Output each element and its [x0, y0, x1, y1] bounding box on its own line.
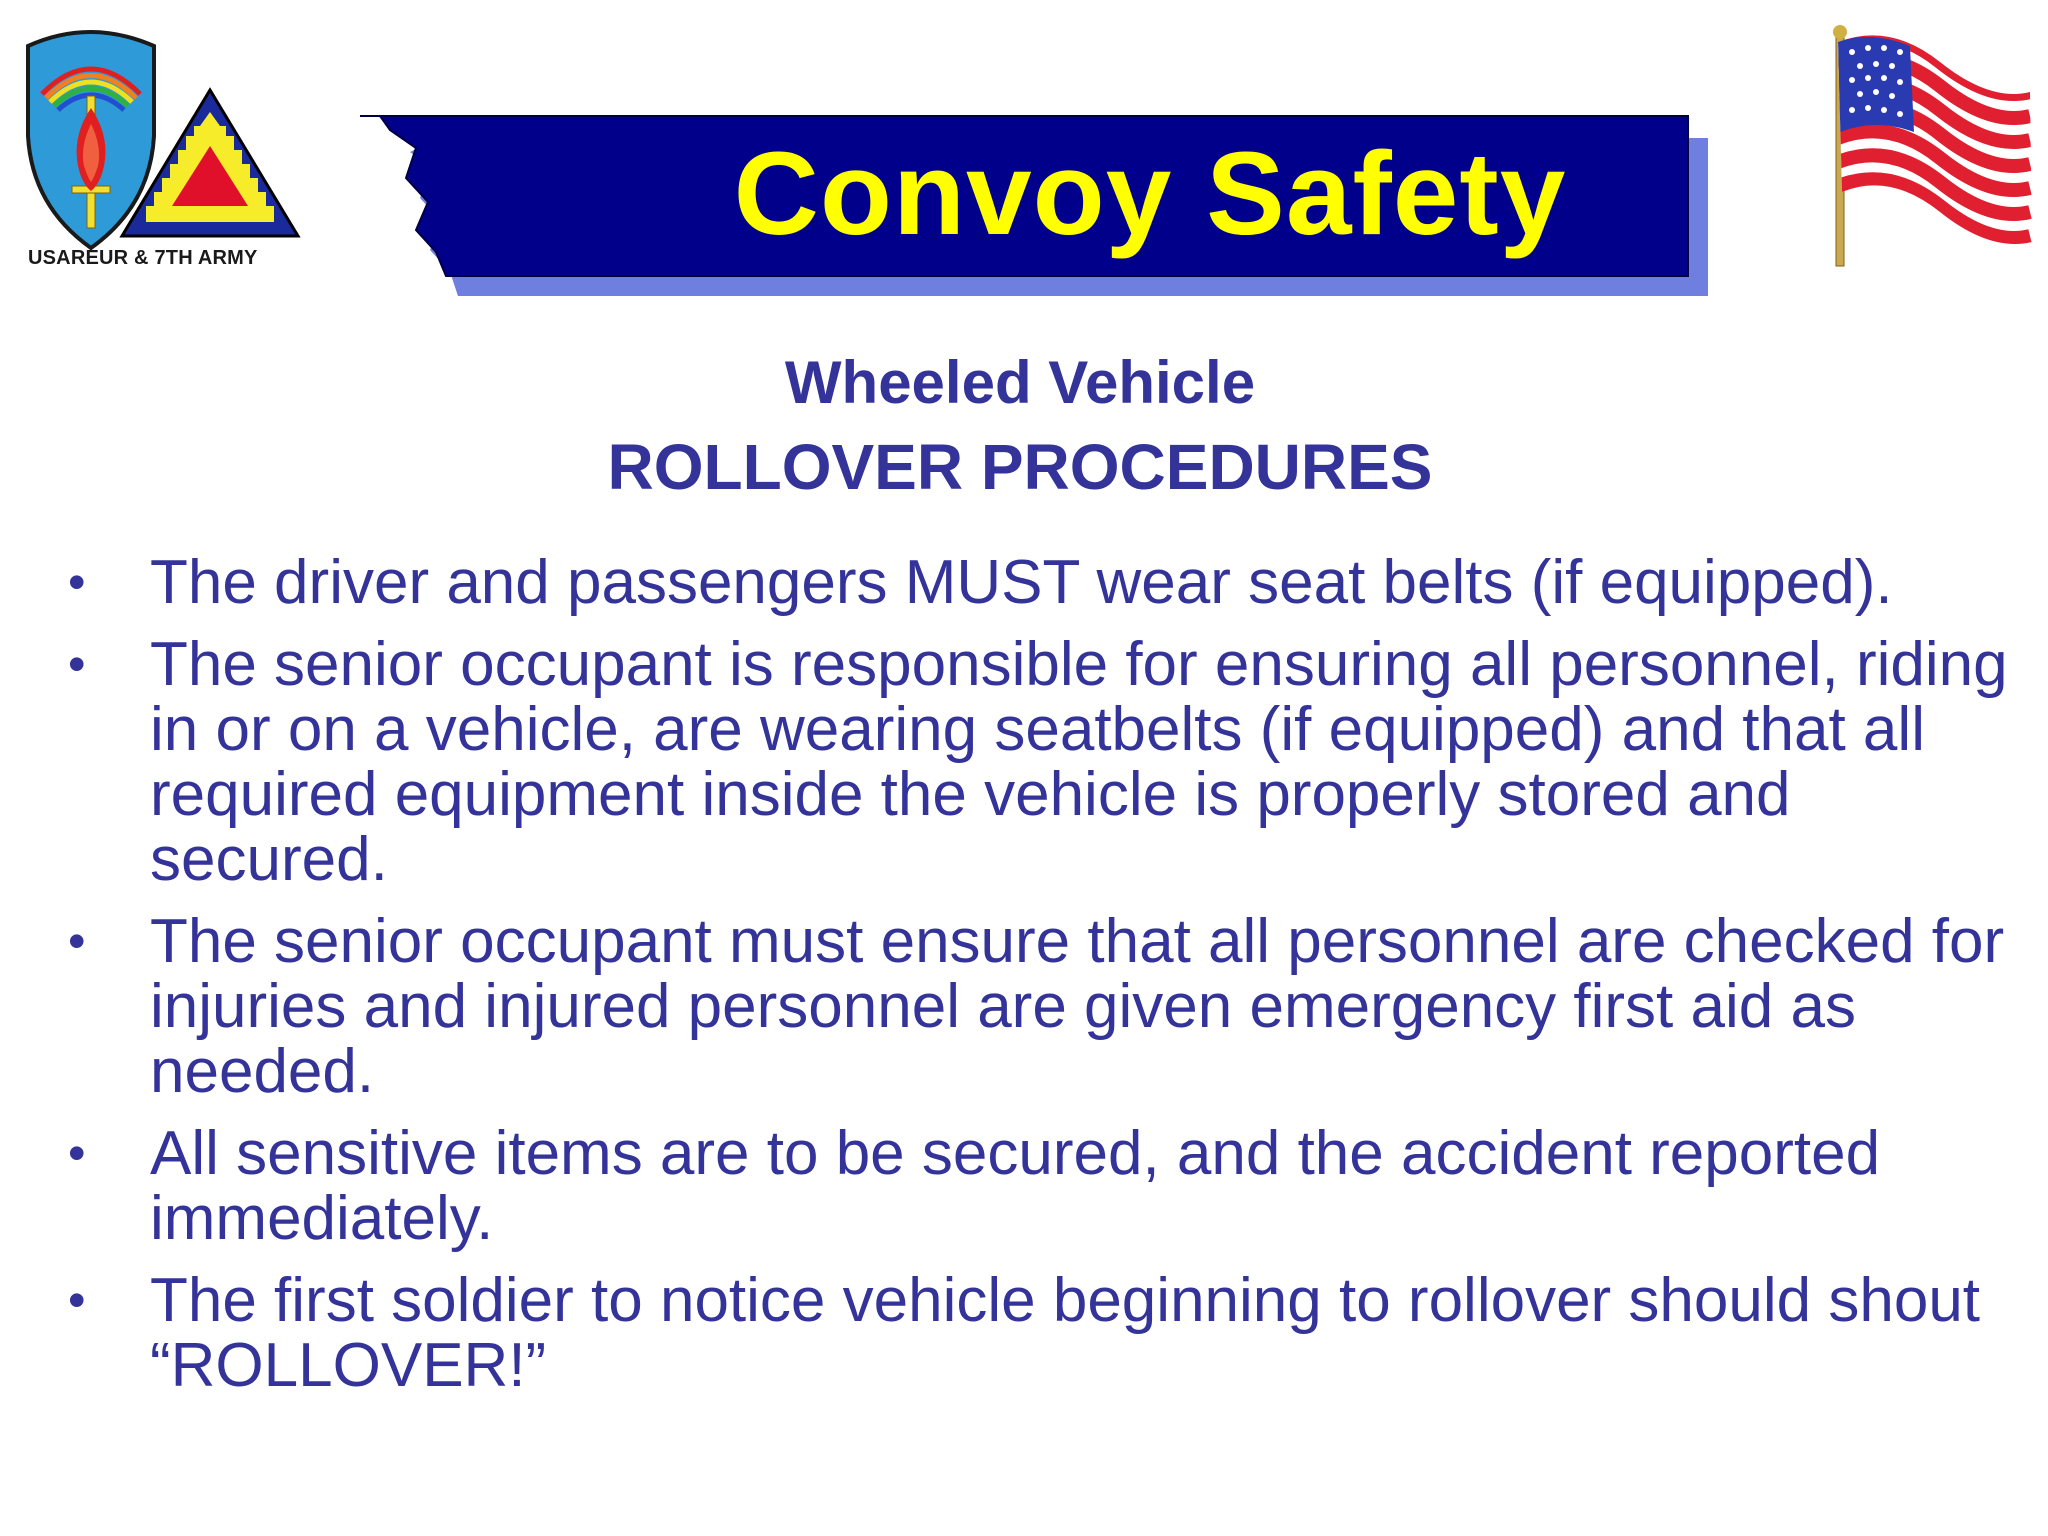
- bullet-dot-icon: •: [68, 554, 86, 610]
- title-banner: [350, 112, 1710, 297]
- list-item: [68, 909, 2008, 1104]
- list-item-text: The driver and passengers MUST wear seat belts (if equipped).: [150, 548, 1893, 617]
- header-logos: [20, 26, 320, 276]
- org-label: USAREUR & 7TH ARMY: [28, 247, 258, 269]
- bullet-dot-icon: •: [68, 1272, 86, 1328]
- procedure-list: [68, 550, 2008, 1415]
- list-item: [68, 1268, 2008, 1398]
- list-item-text: The senior occupant is responsible for ensuring all personnel, riding in or on a vehicle, are wearing seatbelts (if equipped) and that all required equipment inside the vehicle is properly stored and secured.: [150, 630, 2008, 894]
- seventh-army-triangle-icon: [20, 26, 320, 256]
- list-item: [68, 1121, 2008, 1251]
- list-item: [68, 550, 2008, 615]
- subtitle-line-1: Wheeled Vehicle: [784, 349, 1256, 416]
- us-flag-icon: [1820, 22, 2040, 272]
- page-title: Convoy Safety: [733, 128, 1567, 260]
- bullet-dot-icon: •: [68, 1125, 86, 1181]
- bullet-dot-icon: •: [68, 913, 86, 969]
- list-item: [68, 632, 2008, 892]
- list-item-text: All sensitive items are to be secured, and the accident reported immediately.: [150, 1119, 1881, 1253]
- list-item-text: The first soldier to notice vehicle beginning to rollover should shout “ROLLOVER!”: [150, 1266, 1981, 1400]
- bullet-dot-icon: •: [68, 636, 86, 692]
- subtitle-line-2: ROLLOVER PROCEDURES: [607, 431, 1433, 503]
- list-item-text: The senior occupant must ensure that all personnel are checked for injuries and injured personnel are given emergency first aid as needed.: [150, 907, 2005, 1106]
